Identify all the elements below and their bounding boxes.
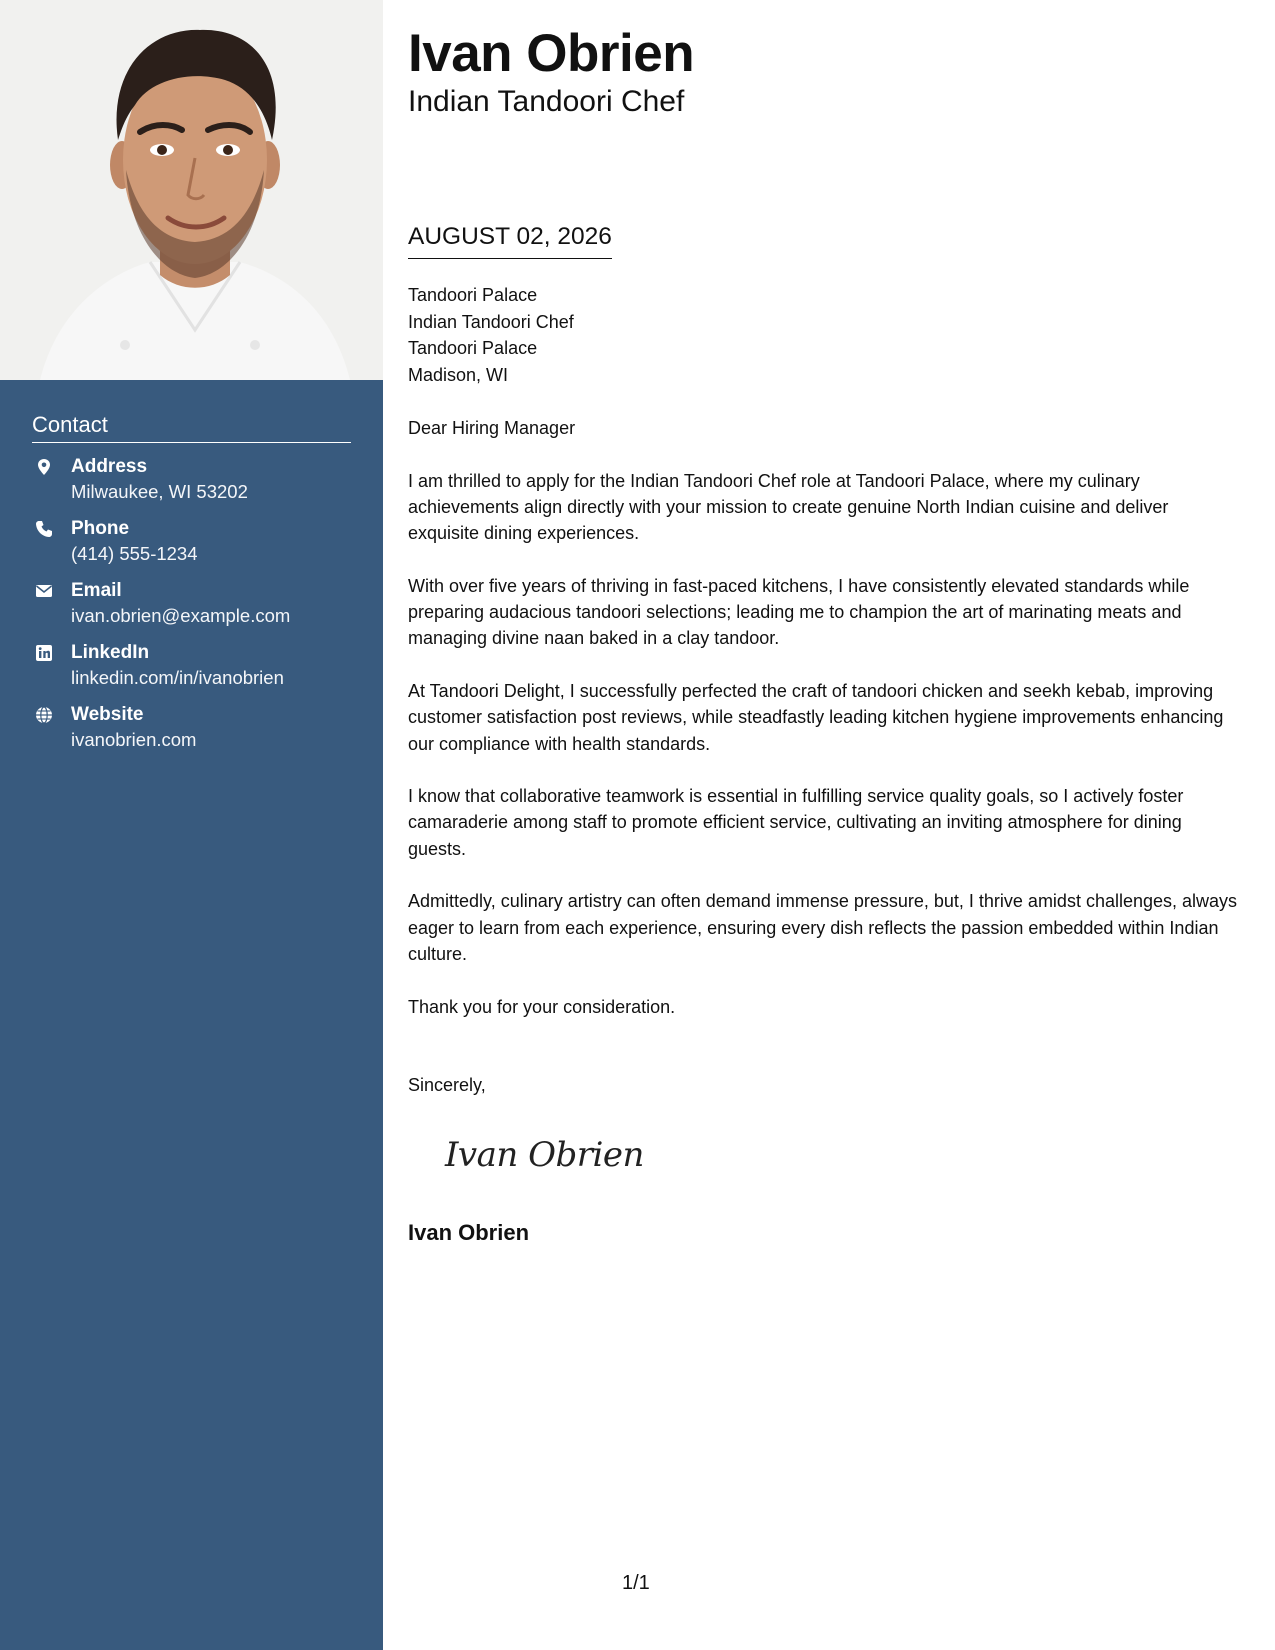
page-number: 1/1	[622, 1572, 650, 1594]
address-label: Address	[71, 456, 148, 477]
email-label: Email	[71, 580, 122, 601]
applicant-job-title: Indian Tandoori Chef	[408, 85, 685, 118]
map-pin-icon	[35, 458, 53, 476]
recipient-line: Indian Tandoori Chef	[408, 311, 574, 332]
phone-value[interactable]: (414) 555-1234	[71, 543, 198, 564]
letter-paragraph: At Tandoori Delight, I successfully perfected the craft of tandoori chicken and seekh kebab, improving customer satisfaction post reviews, while steadfastly leading kitchen hygiene improvements enhancing our compliance with health standards.	[408, 680, 1224, 754]
contact-phone	[32, 517, 351, 566]
contact-email	[32, 579, 351, 628]
linkedin-label: LinkedIn	[71, 642, 150, 663]
address-value: Milwaukee, WI 53202	[71, 481, 248, 502]
letter-paragraph: I am thrilled to apply for the Indian Tandoori Chef role at Tandoori Palace, where my culinary achievements align directly with your mission to create genuine North Indian cuisine and deliver exquisite dining experiences.	[408, 470, 1169, 544]
phone-icon	[35, 520, 53, 538]
website-label: Website	[71, 704, 144, 725]
email-icon	[35, 582, 53, 600]
contact-linkedin	[32, 641, 351, 690]
phone-label: Phone	[71, 518, 130, 539]
recipient-line: Tandoori Palace	[408, 285, 538, 305]
letter-date: AUGUST 02, 2026	[408, 222, 612, 259]
letter-paragraph: Admittedly, culinary artistry can often demand immense pressure, but, I thrive amidst challenges, always eager to learn from each experience, ensuring every dish reflects the passion embedded within Indian culture.	[408, 891, 1238, 964]
letter-paragraph: With over five years of thriving in fast-paced kitchens, I have consistently elevated standards while preparing audacious tandoori selections; leading me to champion the art of marinating meats and managing divine naan baked in a clay tandoor.	[408, 575, 1190, 649]
contact-section	[32, 412, 351, 765]
recipient-line: Tandoori Palace	[408, 338, 538, 358]
profile-photo	[0, 0, 383, 380]
contact-address	[32, 455, 351, 504]
closing: Sincerely,	[408, 1075, 486, 1095]
sidebar	[0, 0, 383, 1650]
applicant-name: Ivan Obrien	[408, 24, 695, 83]
handwritten-signature: Ivan Obrien	[445, 1135, 644, 1175]
website-value[interactable]: ivanobrien.com	[71, 729, 197, 750]
letter-body	[408, 415, 1238, 1046]
greeting: Dear Hiring Manager	[408, 418, 576, 438]
chef-portrait-image	[0, 0, 383, 380]
recipient-block	[408, 282, 574, 388]
email-value[interactable]: ivan.obrien@example.com	[71, 605, 291, 626]
signer-name: Ivan Obrien	[408, 1220, 530, 1245]
linkedin-value[interactable]: linkedin.com/in/ivanobrien	[71, 667, 284, 688]
recipient-line: Madison, WI	[408, 364, 509, 385]
linkedin-icon	[35, 644, 53, 662]
contact-website	[32, 703, 351, 752]
letter-paragraph: Thank you for your consideration.	[408, 996, 676, 1017]
letter-paragraph: I know that collaborative teamwork is essential in fulfilling service quality goals, so I actively foster camaraderie among staff to promote efficient service, cultivating an inviting atmosphere for dining guests.	[408, 786, 1184, 859]
globe-icon	[35, 706, 53, 724]
contact-heading: Contact	[32, 412, 351, 443]
